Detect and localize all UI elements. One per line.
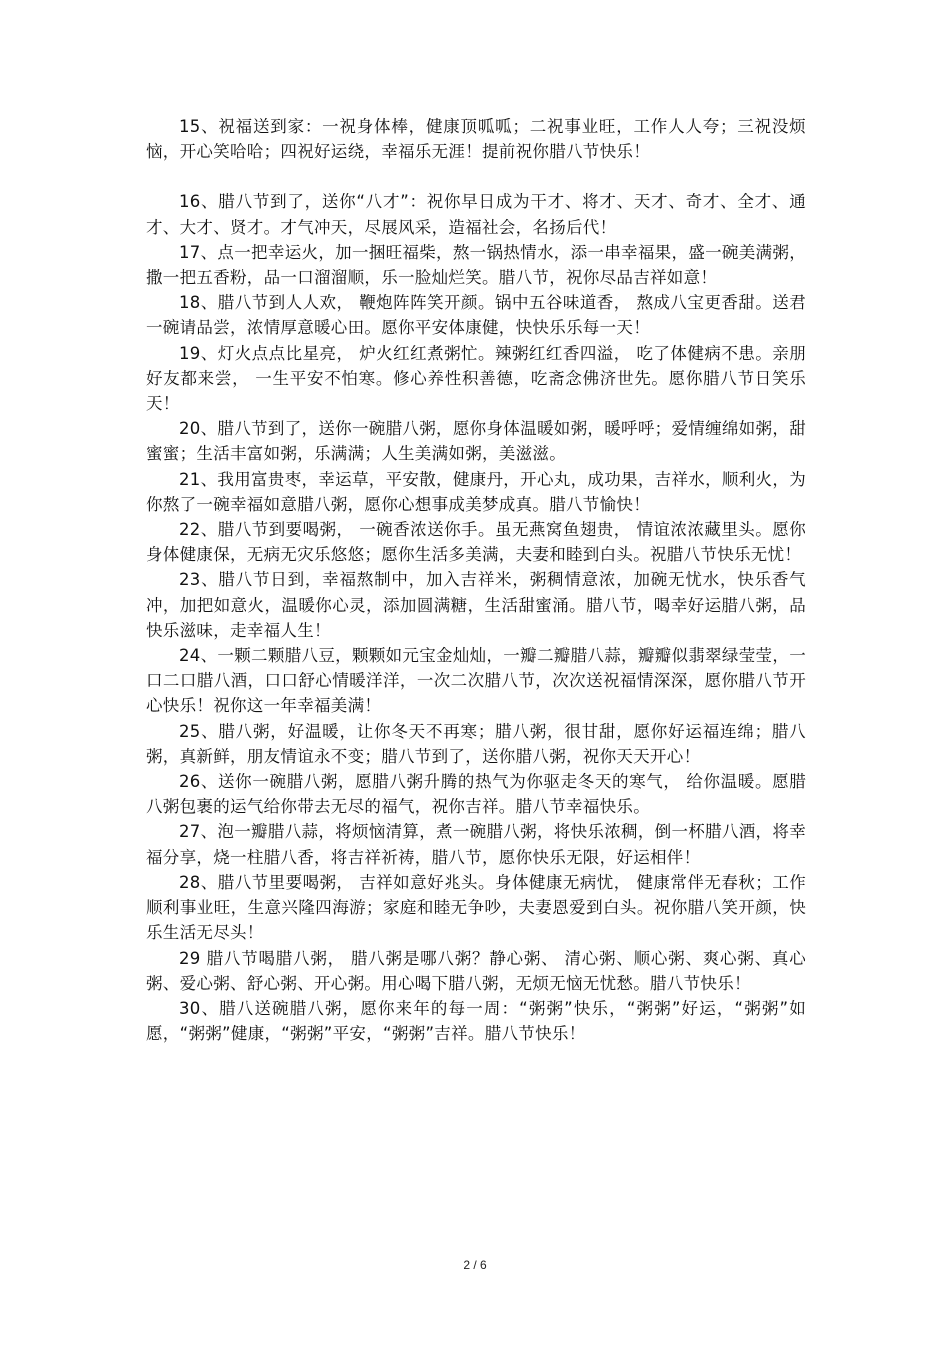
paragraph-26: 26、送你一碗腊八粥，愿腊八粥升腾的热气为你驱走冬天的寒气， 给你温暖。愿腊八粥包裹的运气给你带去无尽的福气，祝你吉祥。腊八节幸福快乐。	[146, 772, 806, 817]
paragraph-25: 25、腊八粥，好温暖，让你冬天不再寒；腊八粥，很甘甜，愿你好运福连绵；腊八粥，真新鲜，朋友情谊永不变；腊八节到了，送你腊八粥，祝你天天开心！	[146, 721, 806, 766]
document-body	[146, 114, 806, 1046]
page-number: 2 / 6	[463, 1258, 487, 1272]
paragraph-16: 16、腊八节到了，送你“八才”：祝你早日成为干才、将才、天才、奇才、全才、通才、大才、贤才。才气冲天，尽展风采，造福社会，名扬后代！	[146, 192, 806, 237]
paragraph-29: 29 腊八节喝腊八粥， 腊八粥是哪八粥？静心粥、 清心粥、顺心粥、爽心粥、真心粥、爱心粥、舒心粥、开心粥。用心喝下腊八粥，无烦无恼无忧愁。腊八节快乐！	[146, 948, 806, 993]
paragraph-23: 23、腊八节日到，幸福熬制中，加入吉祥米，粥稠情意浓，加碗无忧水，快乐香气冲，加把如意火，温暖你心灵，添加圆满糖，生活甜蜜涌。腊八节，喝幸好运腊八粥，品快乐滋味，走幸福人生！	[146, 570, 806, 640]
paragraph-21: 21、我用富贵枣，幸运草，平安散，健康丹，开心丸，成功果，吉祥水，顺利火，为你熬了一碗幸福如意腊八粥，愿你心想事成美梦成真。腊八节愉快！	[146, 469, 806, 514]
paragraph-15: 15、祝福送到家：一祝身体棒，健康顶呱呱；二祝事业旺，工作人人夸；三祝没烦恼，开心笑哈哈；四祝好运绕，幸福乐无涯！提前祝你腊八节快乐！	[146, 117, 806, 162]
paragraph-27: 27、泡一瓣腊八蒜，将烦恼清算，煮一碗腊八粥，将快乐浓稠，倒一杯腊八酒，将幸福分享，烧一柱腊八香，将吉祥祈祷，腊八节，愿你快乐无限，好运相伴！	[146, 822, 806, 867]
paragraph-22: 22、腊八节到要喝粥， 一碗香浓送你手。虽无燕窝鱼翅贵， 情谊浓浓藏里头。愿你身体健康保，无病无灾乐悠悠；愿你生活多美满，夫妻和睦到白头。祝腊八节快乐无忧！	[146, 520, 806, 565]
paragraph-30: 30、腊八送碗腊八粥，愿你来年的每一周：“粥粥”快乐，“粥粥”好运，“粥粥”如愿，“粥粥”健康，“粥粥”平安，“粥粥”吉祥。腊八节快乐！	[146, 998, 806, 1044]
paragraph-28: 28、腊八节里要喝粥， 吉祥如意好兆头。身体健康无病忧， 健康常伴无春秋；工作顺利事业旺，生意兴隆四海游；家庭和睦无争吵，夫妻恩爱到白头。祝你腊八笑开颜，快乐生活无尽头！	[146, 872, 806, 943]
paragraph-18: 18、腊八节到人人欢， 鞭炮阵阵笑开颜。锅中五谷味道香， 熬成八宝更香甜。送君一碗请品尝，浓情厚意暖心田。愿你平安体康健，快快乐乐每一天！	[146, 293, 806, 338]
paragraph-20: 20、腊八节到了，送你一碗腊八粥，愿你身体温暖如粥，暖呼呼；爱情缠绵如粥，甜蜜蜜；生活丰富如粥，乐满满；人生美满如粥，美滋滋。	[146, 419, 806, 464]
paragraph-17: 17、点一把幸运火，加一捆旺福柴，熬一锅热情水，添一串幸福果，盛一碗美满粥，撒一把五香粉，品一口溜溜顺，乐一脸灿烂笑。腊八节，祝你尽品吉祥如意！	[146, 242, 806, 288]
paragraph-24: 24、一颗二颗腊八豆，颗颗如元宝金灿灿，一瓣二瓣腊八蒜，瓣瓣似翡翠绿莹莹，一口二口腊八酒，口口舒心情暖洋洋，一次二次腊八节，次次送祝福情深深，愿你腊八节开心快乐！祝你这一年幸福美满！	[146, 646, 806, 716]
paragraph-19: 19、灯火点点比星亮， 炉火红红煮粥忙。辣粥红红香四溢， 吃了体健病不患。亲朋好友都来尝， 一生平安不怕寒。修心养性积善德，吃斋念佛济世先。愿你腊八节日笑乐天！	[146, 343, 806, 414]
